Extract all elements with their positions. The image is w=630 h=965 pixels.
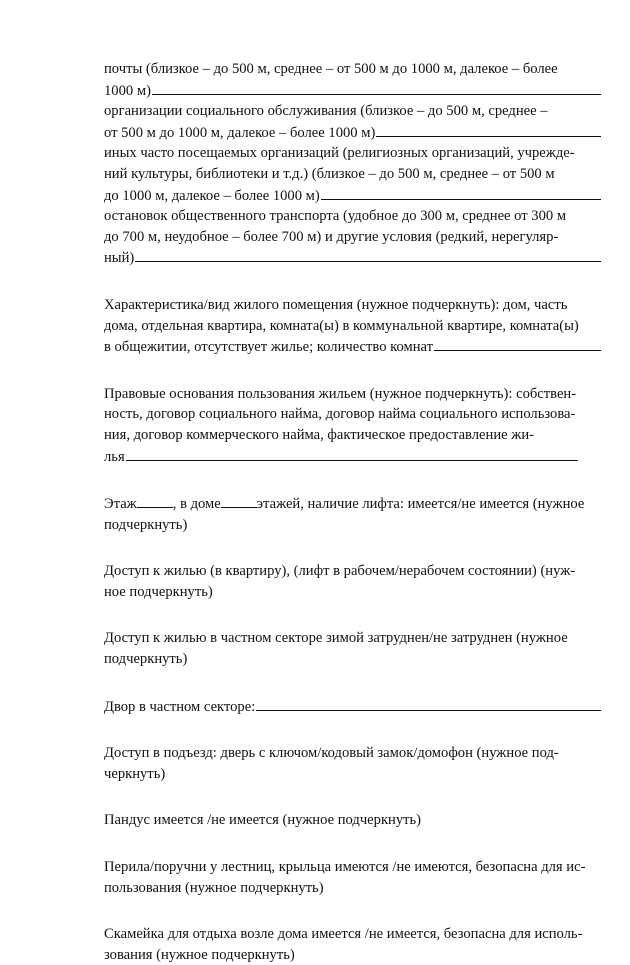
legal-basis-row	[104, 446, 578, 468]
room-count-blank[interactable]	[434, 336, 601, 351]
post-distance-line-2: 1000 м)	[104, 82, 151, 99]
legal-basis-line-2: ность, договор социального найма, договор найма социального использова-	[104, 406, 576, 423]
ramp-line-1: Пандус имеется /не имеется (нужное подчеркнуть)	[104, 812, 422, 829]
bench-line-1: Скамейка для отдыха возле дома имеется /не имеется, безопасна для исполь-	[104, 926, 583, 943]
access-dwelling-line-2: ное подчеркнуть)	[104, 583, 213, 600]
social-distance-row	[104, 122, 601, 144]
other-org-distance-line-1: иных часто посещаемых организаций (религиозных организаций, учрежде-	[104, 145, 575, 162]
bench-section	[104, 924, 601, 965]
house-floors-blank[interactable]	[221, 493, 257, 508]
housing-type-row	[104, 336, 601, 358]
floor-house-label: , в доме	[172, 496, 221, 513]
access-dwelling-section	[104, 561, 601, 602]
form-body	[104, 59, 601, 965]
floor-suffix: этажей, наличие лифта: имеется/не имеется (нужное	[256, 496, 585, 513]
housing-type-line-3: в общежитии, отсутствует жилье; количество комнат	[104, 339, 434, 356]
transport-distance-line-1: остановок общественного транспорта (удобное до 300 м, среднее от 300 м	[104, 208, 567, 225]
railings-line-2: пользования (нужное подчеркнуть)	[104, 879, 324, 896]
legal-basis-line-3: ния, договор коммерческого найма, фактическое предоставление жи-	[104, 426, 535, 443]
other-org-distance-line-3: до 1000 м, далекое – более 1000 м)	[104, 187, 320, 204]
transport-distance-line-3: ный)	[104, 250, 135, 267]
other-org-distance-line-2: ний культуры, библиотеки и т.д.) (близкое – до 500 м, среднее – от 500 м	[104, 165, 555, 182]
legal-basis-line-4: лья	[104, 448, 125, 465]
entrance-line-2: черкнуть)	[104, 765, 166, 782]
transport-distance-blank[interactable]	[135, 247, 601, 262]
floor-number-blank[interactable]	[137, 493, 173, 508]
social-distance-line-1: организации социального обслуживания (близкое – до 500 м, среднее –	[104, 103, 548, 120]
railings-line-1: Перила/поручни у лестниц, крыльца имеются /не имеются, безопасна для ис-	[104, 859, 586, 876]
transport-distance-line-2: до 700 м, неудобное – более 700 м) и другие условия (редкий, нерегуляр-	[104, 228, 559, 245]
transport-distance-row	[104, 247, 601, 269]
access-private-winter-section	[104, 628, 601, 669]
legal-basis-blank[interactable]	[126, 446, 578, 461]
housing-type-section	[104, 295, 601, 358]
yard-section	[104, 696, 601, 718]
post-distance-blank[interactable]	[152, 80, 601, 95]
entrance-section	[104, 743, 601, 784]
social-distance-line-2: от 500 м до 1000 м, далекое – более 1000 м)	[104, 124, 376, 141]
distances-section	[104, 59, 601, 269]
housing-type-line-2: дома, отдельная квартира, комната(ы) в коммунальной квартире, комната(ы)	[104, 317, 579, 334]
yard-label: Двор в частном секторе:	[104, 698, 256, 715]
yard-blank[interactable]	[256, 696, 601, 711]
access-dwelling-line-1: Доступ к жилью (в квартиру), (лифт в рабочем/нерабочем состоянии) (нуж-	[104, 563, 576, 580]
social-distance-blank[interactable]	[376, 122, 601, 137]
other-org-distance-row	[104, 185, 601, 207]
railings-section	[104, 857, 601, 898]
entrance-line-1: Доступ в подъезд: дверь с ключом/кодовый замок/домофон (нужное под-	[104, 745, 559, 762]
floor-section	[104, 493, 601, 535]
floor-line-2: подчеркнуть)	[104, 516, 188, 533]
legal-basis-section	[104, 384, 601, 467]
housing-type-line-1: Характеристика/вид жилого помещения (нужное подчеркнуть): дом, часть	[104, 296, 568, 313]
yard-row	[104, 696, 601, 718]
floor-label: Этаж	[104, 496, 137, 513]
post-distance-row	[104, 80, 601, 102]
floor-line-1	[104, 493, 601, 515]
ramp-section	[104, 810, 601, 831]
other-org-distance-blank[interactable]	[321, 185, 601, 200]
legal-basis-line-1: Правовые основания пользования жильем (нужное подчеркнуть): собствен-	[104, 385, 577, 402]
access-private-winter-line-1: Доступ к жилью в частном секторе зимой затруднен/не затруднен (нужное	[104, 630, 568, 647]
bench-line-2: зования (нужное подчеркнуть)	[104, 946, 295, 963]
post-distance-line-1: почты (близкое – до 500 м, среднее – от 500 м до 1000 м, далекое – более	[104, 61, 558, 77]
access-private-winter-line-2: подчеркнуть)	[104, 651, 188, 668]
